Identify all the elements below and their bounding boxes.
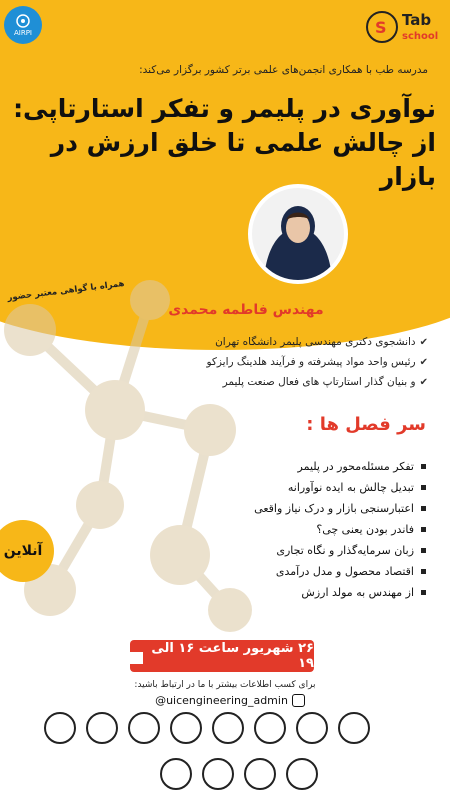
check-icon: ✔ <box>419 376 428 388</box>
topic-text: زبان سرمایه‌گذار و نگاه تجاری <box>276 544 414 557</box>
list-item <box>196 561 426 582</box>
svg-text:S: S <box>375 18 387 37</box>
section-title: سر فصل ها : <box>306 414 426 435</box>
svg-text:Tab: Tab <box>402 11 432 29</box>
speaker-photo <box>248 184 348 284</box>
topics-list <box>196 456 426 603</box>
list-item <box>196 582 426 603</box>
event-title <box>6 92 436 194</box>
event-title-line-1: نوآوری در پلیمر و تفکر استارتاپی: <box>13 94 436 123</box>
partner-logos-row-1 <box>44 712 370 744</box>
check-icon: ✔ <box>419 336 428 348</box>
event-title-line-2: از چالش علمی تا خلق ارزش در بازار <box>50 128 436 191</box>
topic-text: تفکر مسئله‌محور در پلیمر <box>297 460 414 473</box>
calendar-icon <box>130 649 143 664</box>
bullet-text: رئیس واحد مواد پیشرفته و فرآیند هلدینگ رایزکو <box>206 356 416 368</box>
instagram-handle[interactable] <box>140 694 320 707</box>
list-item <box>196 456 426 477</box>
topic-text: اعتبارسنجی بازار و درک نیاز واقعی <box>254 502 414 515</box>
tab-school-logo <box>364 6 444 48</box>
square-bullet-icon <box>421 527 426 532</box>
square-bullet-icon <box>421 548 426 553</box>
airpi-logo-text: AIRPI <box>13 29 32 37</box>
bullet-text: دانشجوی دکتری مهندسی پلیمر دانشگاه تهران <box>215 336 416 348</box>
square-bullet-icon <box>421 569 426 574</box>
list-item <box>196 540 426 561</box>
partner-logo <box>338 712 370 744</box>
date-text: ۲۶ شهریور ساعت ۱۶ الی ۱۹ <box>151 641 314 671</box>
partner-logo <box>44 712 76 744</box>
square-bullet-icon <box>421 464 426 469</box>
partner-logo <box>212 712 244 744</box>
list-item <box>148 372 428 392</box>
list-item <box>196 519 426 540</box>
check-icon: ✔ <box>419 356 428 368</box>
intro-text: مدرسه طب با همکاری انجمن‌های علمی برتر کشور برگزار می‌کند: <box>139 64 428 76</box>
square-bullet-icon <box>421 590 426 595</box>
bullet-text: و بنیان گذار استارتاپ های فعال صنعت پلیمر <box>222 376 416 388</box>
speaker-bullets <box>148 332 428 392</box>
partner-logo <box>128 712 160 744</box>
certificate-note: همراه با گواهی معتبر حضور <box>6 278 126 304</box>
partner-logo <box>202 758 234 790</box>
partner-logo <box>286 758 318 790</box>
topic-text: فاندر بودن یعنی چی؟ <box>316 523 414 536</box>
contact-info: برای کسب اطلاعات بیشتر با ما در ارتباط باشید: <box>134 680 316 690</box>
topic-text: اقتصاد محصول و مدل درآمدی <box>275 565 414 578</box>
square-bullet-icon <box>421 485 426 490</box>
online-badge: آنلاین <box>0 520 54 582</box>
topic-text: از مهندس به مولد ارزش <box>301 586 414 599</box>
list-item <box>148 352 428 372</box>
speaker-name: مهندس فاطمه محمدی <box>168 302 324 318</box>
svg-text:school: school <box>402 31 439 42</box>
list-item <box>196 477 426 498</box>
square-bullet-icon <box>421 506 426 511</box>
airpi-logo <box>4 6 42 44</box>
instagram-icon <box>292 694 305 707</box>
partner-logo <box>160 758 192 790</box>
date-banner <box>130 640 314 672</box>
list-item <box>148 332 428 352</box>
topic-text: تبدیل چالش به ایده نوآورانه <box>287 481 414 494</box>
instagram-handle-text[interactable]: @uicengineering_admin <box>155 694 288 707</box>
partner-logo <box>86 712 118 744</box>
partner-logos-row-2 <box>160 758 318 790</box>
partner-logo <box>254 712 286 744</box>
partner-logo <box>296 712 328 744</box>
list-item <box>196 498 426 519</box>
partner-logo <box>170 712 202 744</box>
partner-logo <box>244 758 276 790</box>
